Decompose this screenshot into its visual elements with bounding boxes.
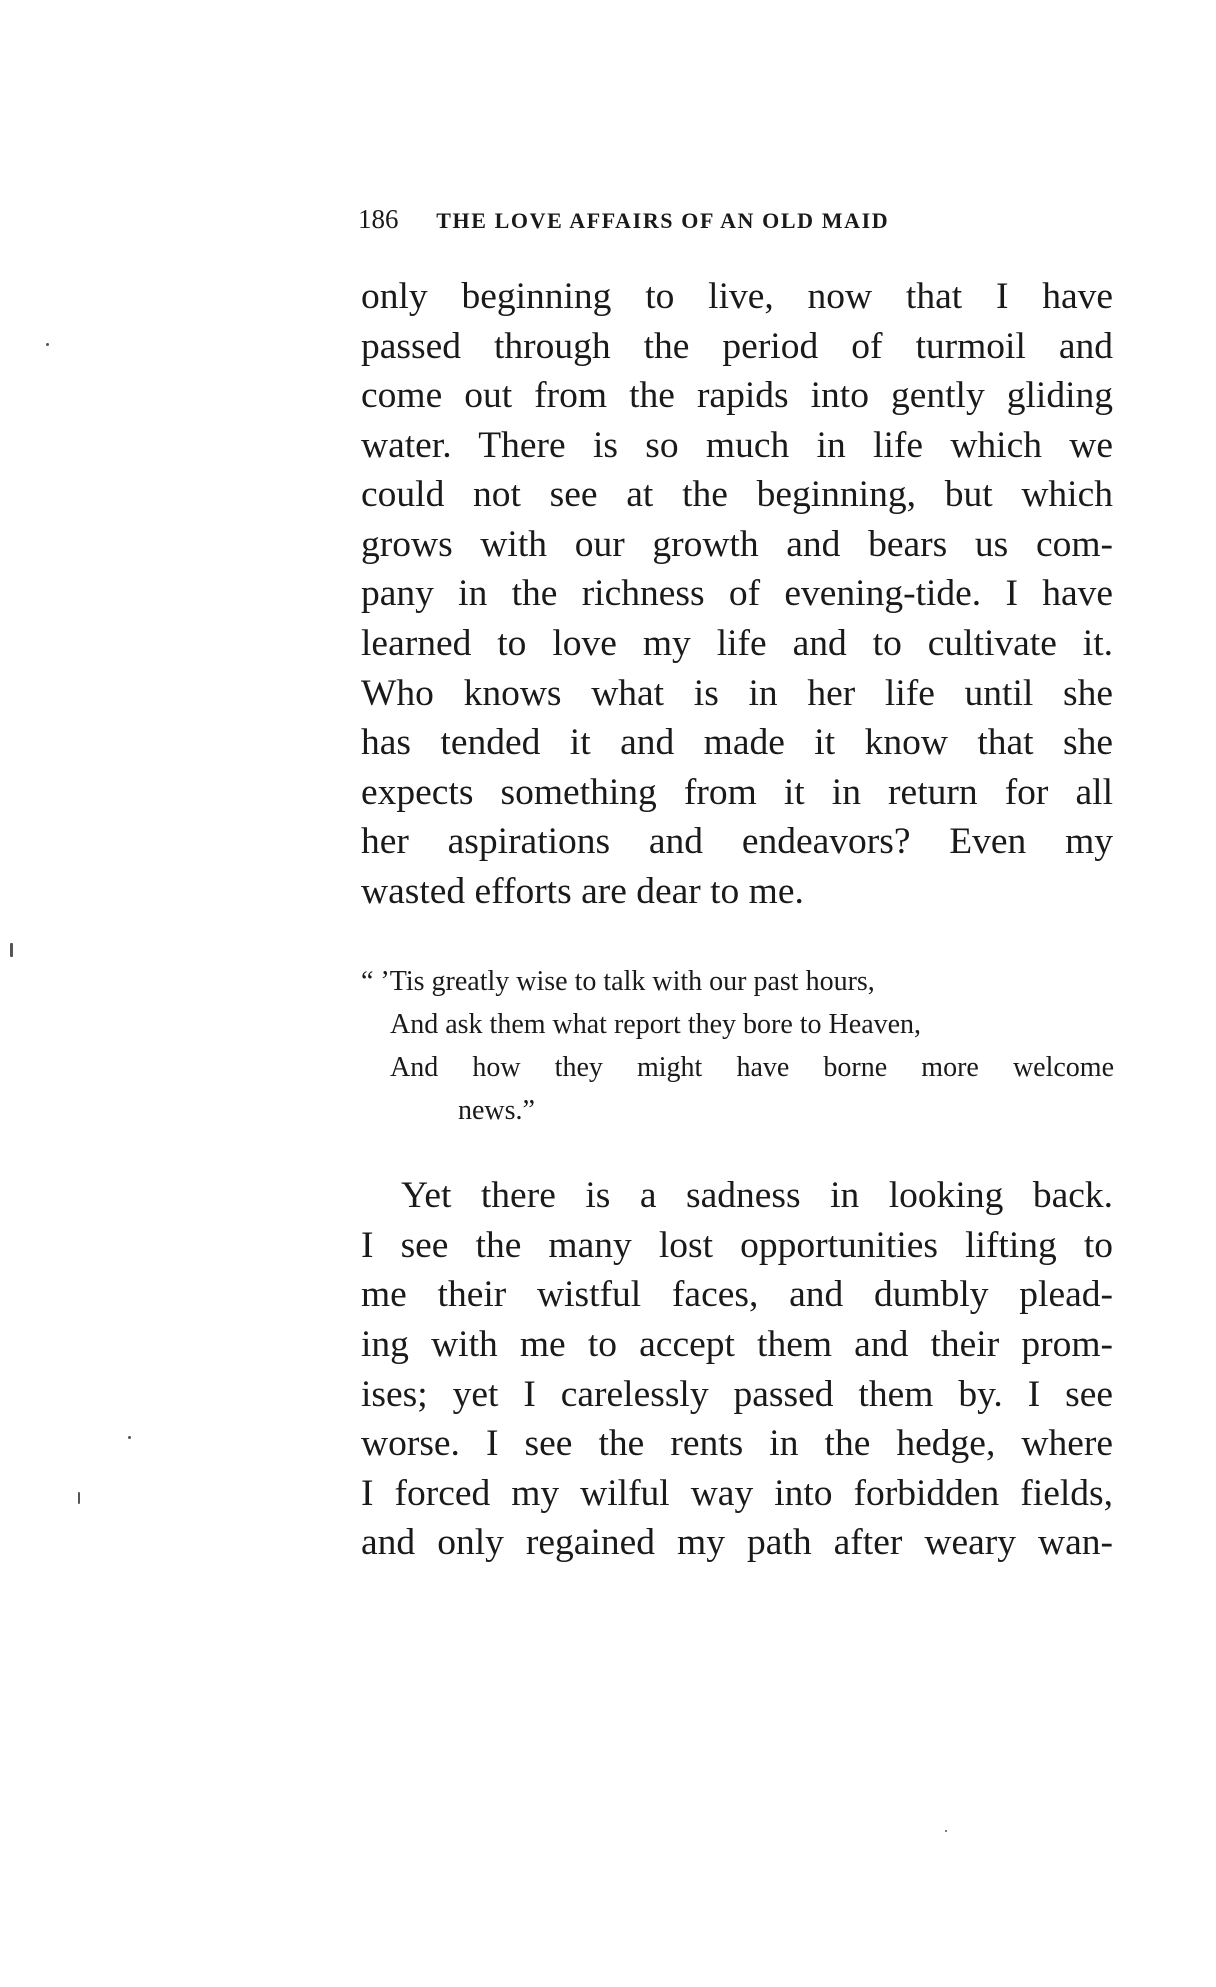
text-line: Yet there is a sadness in looking back. [401,1175,1113,1216]
text-line: I forced my wilful way into forbidden fields, [361,1473,1113,1514]
page-number: 186 [358,204,399,234]
text-line: learned to love my life and to cultivate it. [361,623,1113,664]
text-line: I see the many lost opportunities lifting to [361,1225,1113,1266]
text-line: and only regained my path after weary wan- [361,1522,1113,1563]
text-line: Who knows what is in her life until she [361,673,1113,714]
text-line: come out from the rapids into gently gliding [361,375,1113,416]
text-line: her aspirations and endeavors? Even my [361,821,1113,862]
scan-speck [945,1830,947,1832]
scan-speck [46,343,49,346]
text-line: only beginning to live, now that I have [361,276,1113,317]
text-line: grows with our growth and bears us com- [361,524,1113,565]
text-line: passed through the period of turmoil and [361,326,1113,367]
text-line: worse. I see the rents in the hedge, where [361,1423,1113,1464]
text-line: wasted efforts are dear to me. [361,871,804,912]
verse-line: “ ’Tis greatly wise to talk with our past hours, [361,966,875,997]
text-line: expects something from it in return for all [361,772,1113,813]
text-line: ises; yet I carelessly passed them by. I see [361,1374,1113,1415]
text-line: pany in the richness of evening-tide. I have [361,573,1113,614]
verse-line: And how they might have borne more welcome [390,1052,1114,1083]
scan-speck [78,1492,80,1504]
verse-line: news.” [458,1095,535,1126]
text-line: ing with me to accept them and their prom- [361,1324,1113,1365]
running-header [358,204,1118,235]
scan-speck [10,943,13,957]
text-line: me their wistful faces, and dumbly plead- [361,1274,1113,1315]
scan-speck [128,1436,131,1439]
running-title: THE LOVE AFFAIRS OF AN OLD MAID [436,208,890,233]
text-line: water. There is so much in life which we [361,425,1113,466]
text-line: could not see at the beginning, but which [361,474,1113,515]
verse-line: And ask them what report they bore to Heaven, [390,1009,922,1040]
text-line: has tended it and made it know that she [361,722,1113,763]
